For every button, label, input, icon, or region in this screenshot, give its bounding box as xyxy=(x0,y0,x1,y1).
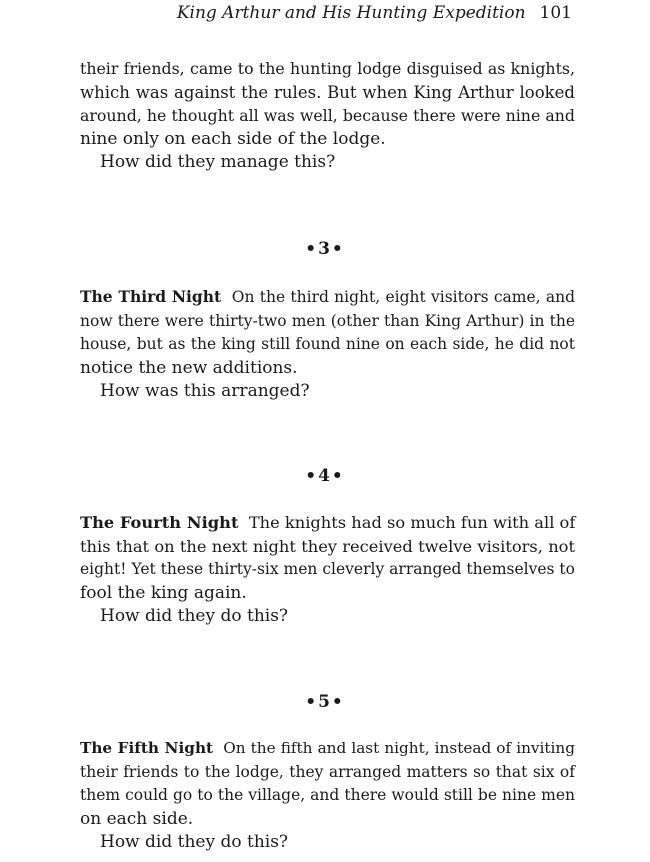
section-paragraph xyxy=(80,285,575,404)
question-line: How did they manage this? xyxy=(100,152,336,172)
paragraph-line: this that on the next night they received twelve visitors, not xyxy=(80,536,575,556)
question-line: How did they do this? xyxy=(100,606,289,626)
paragraph-line xyxy=(80,737,575,761)
paragraph-line: now there were thirty-two men (other than King Arthur) in the xyxy=(80,311,575,330)
paragraph-line: notice the new additions. xyxy=(80,357,298,378)
continuation-paragraph xyxy=(80,57,575,175)
paragraph-line: around, he thought all was well, because there were nine and xyxy=(80,106,575,125)
section-paragraph xyxy=(80,511,575,629)
section-heading: The Fifth Night xyxy=(80,739,214,757)
section-number: •4• xyxy=(305,466,345,486)
paragraph-line: eight! Yet these thirty-six men cleverly arranged themselves to xyxy=(80,560,575,578)
running-header xyxy=(177,2,572,24)
paragraph-line: which was against the rules. But when King Arthur looked xyxy=(80,82,575,102)
paragraph-line: nine only on each side of the lodge. xyxy=(80,128,386,149)
paragraph-line: house, but as the king still found nine on each side, he did not xyxy=(80,335,575,353)
paragraph-text: On the fifth and last night, instead of inviting xyxy=(223,739,575,757)
paragraph-line xyxy=(80,285,575,310)
question-line: How was this arranged? xyxy=(100,381,310,401)
paragraph-text: On the third night, eight visitors came, and xyxy=(231,288,575,306)
section-paragraph xyxy=(80,737,575,855)
section-heading: The Fourth Night xyxy=(80,513,239,532)
page-number: 101 xyxy=(539,3,572,23)
paragraph-line: fool the king again. xyxy=(80,582,247,603)
question-line: How did they do this? xyxy=(100,832,289,852)
section-number: •5• xyxy=(305,692,345,712)
paragraph-line xyxy=(80,511,575,535)
paragraph-text: The knights had so much fun with all of xyxy=(248,513,576,532)
section-number: •3• xyxy=(305,239,345,259)
paragraph-line: their friends to the lodge, they arranged matters so that six of xyxy=(80,762,575,781)
paragraph-line: on each side. xyxy=(80,808,194,829)
section-heading: The Third Night xyxy=(80,287,222,306)
paragraph-line: them could go to the village, and there would still be nine men xyxy=(80,786,575,804)
chapter-title: King Arthur and His Hunting Expedition xyxy=(176,3,526,23)
paragraph-line: their friends, came to the hunting lodge disguised as knights, xyxy=(80,59,575,78)
